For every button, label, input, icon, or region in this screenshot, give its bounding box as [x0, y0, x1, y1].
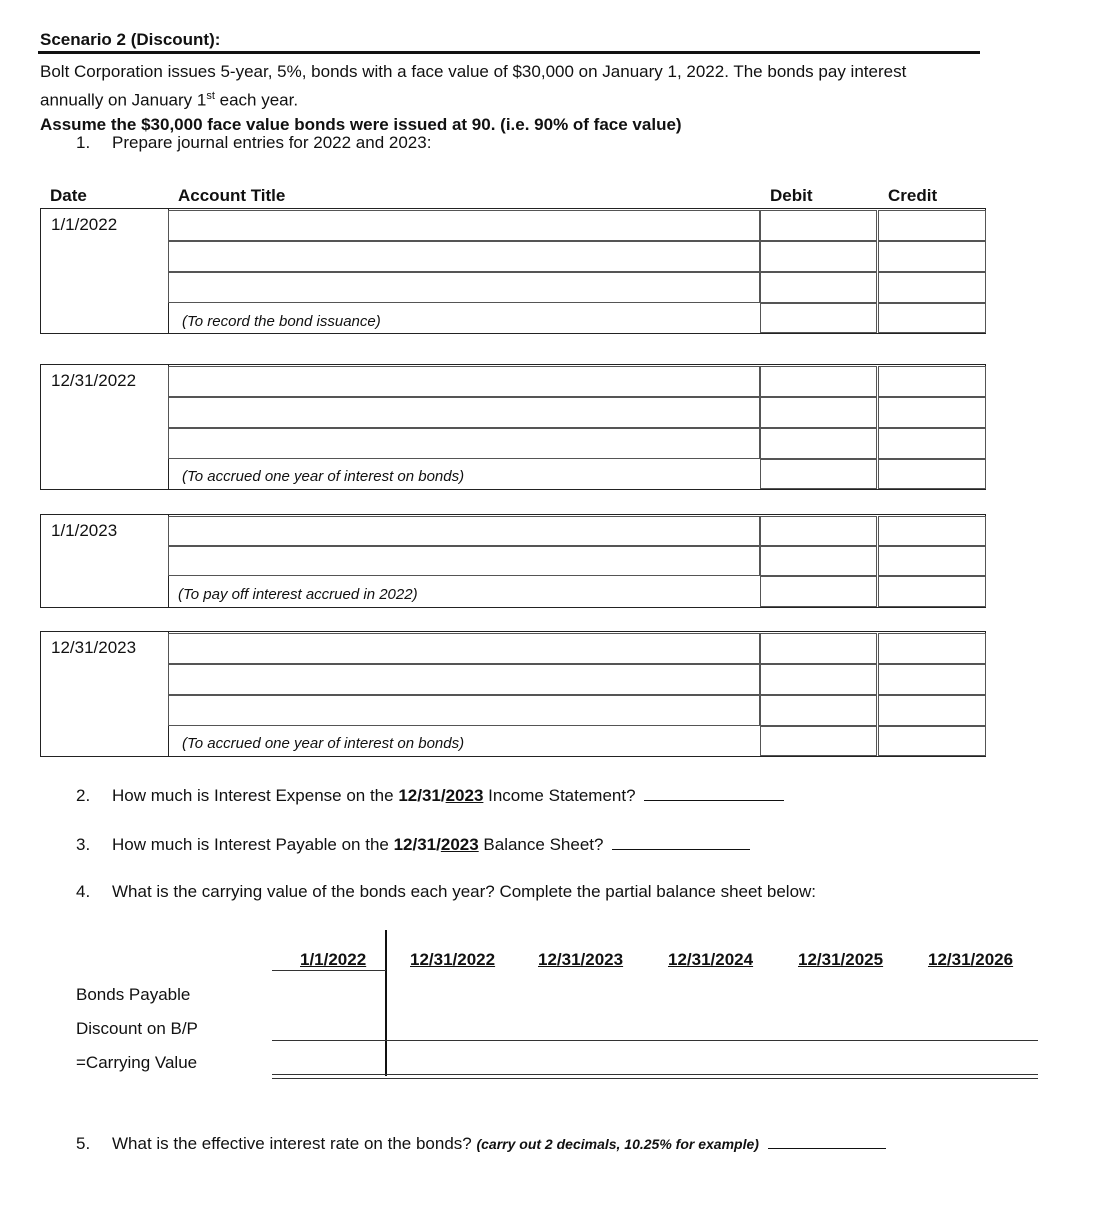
entry-3-account-line-1[interactable]: [168, 516, 760, 546]
question-3-answer-blank[interactable]: [612, 833, 750, 850]
entry-4-account-line-2[interactable]: [168, 664, 760, 695]
header-date: Date: [50, 186, 87, 205]
entry-4-credit-3[interactable]: [878, 695, 986, 726]
scenario-description: [40, 60, 990, 137]
intro-line-2-post: each year.: [214, 90, 299, 110]
question-1-number: 1.: [76, 133, 91, 152]
entry-2-account-line-3[interactable]: [168, 428, 760, 459]
intro-line-2-pre: annually on January 1: [40, 90, 207, 110]
question-4-number: 4.: [76, 882, 91, 901]
question-2-text: How much is Interest Expense on the: [112, 786, 399, 805]
entry-4-debit-4[interactable]: [760, 726, 877, 756]
intro-line-2-sup: st: [206, 90, 215, 102]
entry-1-account-line-1[interactable]: [168, 210, 760, 241]
question-5-answer-blank[interactable]: [768, 1132, 886, 1149]
entry-2-date-cell: [40, 364, 169, 490]
entry-1-debit-3[interactable]: [760, 272, 877, 303]
entry-2-account-line-2[interactable]: [168, 397, 760, 428]
entry-1-credit-3[interactable]: [878, 272, 986, 303]
entry-1-debit-4[interactable]: [760, 303, 877, 333]
entry-3-date-cell: [40, 514, 169, 608]
entry-2-credit-3[interactable]: [878, 428, 986, 459]
bs-row-bonds-payable: Bonds Payable: [76, 985, 191, 1004]
bs-col-3: 12/31/2023: [538, 950, 624, 969]
bs-col-6: 12/31/2026: [928, 950, 1014, 969]
entry-3-credit-3[interactable]: [878, 576, 986, 607]
question-5-hint: (carry out 2 decimals, 10.25% for example): [476, 1136, 759, 1152]
entry-1-date-cell: [40, 208, 169, 334]
entry-4-date: 12/31/2023: [51, 638, 137, 657]
entry-3-credit-1[interactable]: [878, 516, 986, 546]
question-2-number: 2.: [76, 786, 91, 805]
bs-total-rule-1: [272, 1074, 1038, 1075]
question-2-suffix: Income Statement?: [483, 786, 636, 805]
title-rule: [38, 51, 980, 54]
assumption-text: Assume the $30,000 face value bonds were issued at 90. (i.e. 90% of face value): [40, 114, 682, 134]
intro-line-2: [40, 84, 990, 113]
question-3-number: 3.: [76, 835, 91, 854]
question-2-year: 2023: [445, 786, 484, 805]
question-2-date: 12/31/: [398, 786, 446, 805]
entry-3-debit-3[interactable]: [760, 576, 877, 607]
question-5-number: 5.: [76, 1134, 91, 1153]
question-4: [76, 882, 816, 902]
entry-4-date-cell: [40, 631, 169, 757]
question-5-text: What is the effective interest rate on the bonds?: [112, 1134, 477, 1153]
entry-4-debit-1[interactable]: [760, 633, 877, 664]
entry-2-credit-1[interactable]: [878, 366, 986, 397]
entry-2-note: (To accrued one year of interest on bonds): [182, 468, 465, 485]
entry-1-debit-1[interactable]: [760, 210, 877, 241]
bs-header-rule: [272, 970, 386, 971]
entry-4-credit-4[interactable]: [878, 726, 986, 756]
entry-1-note: (To record the bond issuance): [182, 313, 381, 330]
entry-1-debit-2[interactable]: [760, 241, 877, 272]
bs-col-5: 12/31/2025: [798, 950, 884, 969]
entry-1-credit-2[interactable]: [878, 241, 986, 272]
entry-4-debit-3[interactable]: [760, 695, 877, 726]
bs-col-1: 1/1/2022: [300, 950, 367, 969]
bs-col-2: 12/31/2022: [410, 950, 496, 969]
entry-4-credit-2[interactable]: [878, 664, 986, 695]
entry-1-account-line-2[interactable]: [168, 241, 760, 272]
header-debit: Debit: [770, 186, 813, 205]
question-2-answer-blank[interactable]: [644, 784, 784, 801]
entry-1-credit-4[interactable]: [878, 303, 986, 333]
entry-1-credit-1[interactable]: [878, 210, 986, 241]
entry-3-account-line-2[interactable]: [168, 546, 760, 576]
question-3-date: 12/31/: [393, 835, 441, 854]
bs-divider: [385, 930, 387, 1076]
question-1-text: Prepare journal entries for 2022 and 2023:: [112, 133, 432, 152]
question-3-year: 2023: [440, 835, 479, 854]
bs-row-discount: Discount on B/P: [76, 1019, 198, 1038]
entry-1-account-line-3[interactable]: [168, 272, 760, 303]
entry-2-credit-4[interactable]: [878, 459, 986, 489]
intro-line-1: Bolt Corporation issues 5-year, 5%, bonds with a face value of $30,000 on January 1, 2022. The bonds pay interest: [40, 62, 907, 81]
entry-4-note: (To accrued one year of interest on bonds): [182, 735, 465, 752]
entry-2-account-line-1[interactable]: [168, 366, 760, 397]
question-3: [76, 833, 750, 855]
entry-2-credit-2[interactable]: [878, 397, 986, 428]
bs-total-rule-2: [272, 1078, 1038, 1079]
header-credit: Credit: [888, 186, 938, 205]
question-2: [76, 784, 784, 806]
scenario-title: Scenario 2 (Discount):: [40, 30, 221, 49]
question-5: [76, 1132, 886, 1154]
entry-3-debit-2[interactable]: [760, 546, 877, 576]
entry-4-account-line-1[interactable]: [168, 633, 760, 664]
entry-2-date: 12/31/2022: [51, 371, 137, 390]
bs-row-carrying-value: =Carrying Value: [76, 1053, 198, 1072]
bs-subtotal-rule: [272, 1040, 1038, 1041]
entry-2-debit-2[interactable]: [760, 397, 877, 428]
entry-2-debit-4[interactable]: [760, 459, 877, 489]
entry-1-date: 1/1/2022: [51, 215, 118, 234]
question-3-text: How much is Interest Payable on the: [112, 835, 394, 854]
entry-2-debit-3[interactable]: [760, 428, 877, 459]
header-account-title: Account Title: [178, 186, 286, 205]
bs-col-4: 12/31/2024: [668, 950, 754, 969]
entry-2-debit-1[interactable]: [760, 366, 877, 397]
entry-3-date: 1/1/2023: [51, 521, 118, 540]
question-1: [76, 133, 431, 153]
entry-3-note: (To pay off interest accrued in 2022): [178, 586, 418, 603]
entry-4-debit-2[interactable]: [760, 664, 877, 695]
entry-4-credit-1[interactable]: [878, 633, 986, 664]
entry-4-account-line-3[interactable]: [168, 695, 760, 726]
question-4-text: What is the carrying value of the bonds each year? Complete the partial balance sheet below:: [112, 882, 817, 901]
entry-3-credit-2[interactable]: [878, 546, 986, 576]
question-3-suffix: Balance Sheet?: [478, 835, 604, 854]
entry-3-debit-1[interactable]: [760, 516, 877, 546]
